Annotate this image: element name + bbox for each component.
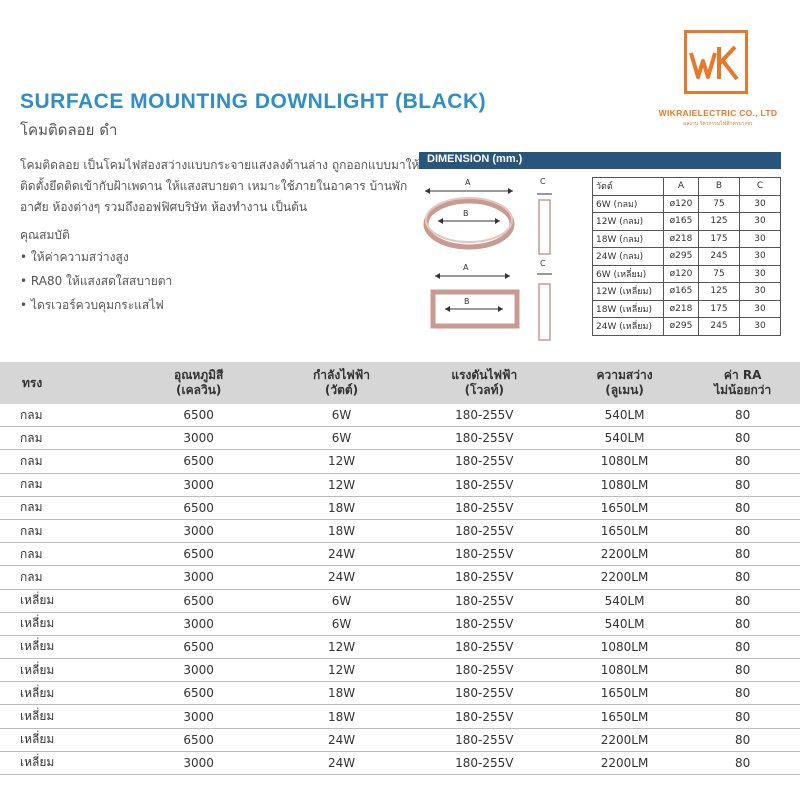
spec-cell-lumen: 540LM <box>564 404 686 427</box>
dim-cell: 24W (เหลี่ยม) <box>593 318 664 336</box>
spec-cell-ra: 80 <box>685 635 800 658</box>
spec-row <box>0 543 800 566</box>
spec-row <box>0 589 800 612</box>
dim-cell: 12W (กลม) <box>593 213 664 231</box>
spec-row <box>0 427 800 450</box>
spec-cell-voltage: 180-255V <box>405 496 564 519</box>
spec-cell-color-temp: 6500 <box>119 589 278 612</box>
round-fixture-diagram <box>425 177 552 254</box>
spec-cell-color-temp: 3000 <box>119 427 278 450</box>
dim-cell: 245 <box>699 248 740 266</box>
spec-header-color-temp: อุณหภูมิสี (เคลวิน) <box>173 368 224 397</box>
dim-cell: ø218 <box>664 230 699 248</box>
dim-row <box>593 230 781 248</box>
spec-cell-ra: 80 <box>685 427 800 450</box>
spec-header-shape: ทรง <box>22 375 43 390</box>
spec-cell-voltage: 180-255V <box>405 427 564 450</box>
spec-cell-color-temp: 6500 <box>119 450 278 473</box>
spec-cell-shape: กลม <box>0 519 119 542</box>
spec-cell-voltage: 180-255V <box>405 543 564 566</box>
feature-item: • RA80 ให้แสงสดใสสบายตา <box>20 270 172 294</box>
dim-header: วัตต์ <box>593 178 664 196</box>
dim-header: A <box>664 178 699 196</box>
spec-cell-ra: 80 <box>685 751 800 774</box>
spec-cell-power: 24W <box>278 543 405 566</box>
spec-cell-power: 6W <box>278 404 405 427</box>
feature-item: • ให้ค่าความสว่างสูง <box>20 246 172 270</box>
spec-cell-ra: 80 <box>685 589 800 612</box>
spec-cell-ra: 80 <box>685 496 800 519</box>
dim-cell: 30 <box>740 283 781 301</box>
dim-cell: 6W (เหลี่ยม) <box>593 265 664 283</box>
dim-row <box>593 213 781 231</box>
spec-cell-lumen: 2200LM <box>564 728 686 751</box>
features-list <box>20 246 172 318</box>
label-c: C <box>540 177 546 186</box>
dim-cell: 175 <box>699 230 740 248</box>
spec-row <box>0 659 800 682</box>
label-a: A <box>463 263 469 272</box>
spec-cell-lumen: 1080LM <box>564 473 686 496</box>
spec-cell-shape: กลม <box>0 473 119 496</box>
dim-cell: 30 <box>740 300 781 318</box>
spec-cell-lumen: 1650LM <box>564 496 686 519</box>
dim-row <box>593 248 781 266</box>
spec-cell-ra: 80 <box>685 450 800 473</box>
dim-cell: 6W (กลม) <box>593 195 664 213</box>
spec-cell-lumen: 540LM <box>564 612 686 635</box>
spec-cell-lumen: 1080LM <box>564 659 686 682</box>
spec-cell-power: 24W <box>278 728 405 751</box>
spec-cell-voltage: 180-255V <box>405 589 564 612</box>
spec-cell-shape: กลม <box>0 496 119 519</box>
spec-cell-shape: เหลี่ยม <box>0 635 119 658</box>
spec-cell-lumen: 1080LM <box>564 635 686 658</box>
spec-cell-voltage: 180-255V <box>405 728 564 751</box>
spec-row <box>0 705 800 728</box>
spec-cell-power: 6W <box>278 589 405 612</box>
page-title: SURFACE MOUNTING DOWNLIGHT (BLACK) <box>20 90 487 113</box>
spec-cell-power: 12W <box>278 450 405 473</box>
spec-cell-color-temp: 6500 <box>119 543 278 566</box>
spec-cell-voltage: 180-255V <box>405 705 564 728</box>
spec-cell-shape: กลม <box>0 566 119 589</box>
spec-cell-power: 18W <box>278 682 405 705</box>
dim-cell: 30 <box>740 230 781 248</box>
dim-cell: ø120 <box>664 195 699 213</box>
spec-cell-shape: กลม <box>0 450 119 473</box>
spec-cell-voltage: 180-255V <box>405 473 564 496</box>
dim-cell: 18W (เหลี่ยม) <box>593 300 664 318</box>
dim-cell: 24W (กลม) <box>593 248 664 266</box>
spec-cell-color-temp: 6500 <box>119 635 278 658</box>
dim-row <box>593 318 781 336</box>
label-c: C <box>540 259 546 268</box>
spec-cell-shape: เหลี่ยม <box>0 612 119 635</box>
spec-cell-voltage: 180-255V <box>405 404 564 427</box>
spec-cell-power: 12W <box>278 473 405 496</box>
label-b: B <box>463 209 469 218</box>
dim-cell: 75 <box>699 265 740 283</box>
spec-cell-voltage: 180-255V <box>405 519 564 542</box>
dim-cell: 30 <box>740 265 781 283</box>
dim-row <box>593 265 781 283</box>
spec-cell-shape: เหลี่ยม <box>0 682 119 705</box>
spec-cell-voltage: 180-255V <box>405 612 564 635</box>
brand-tagline: ผลงาน วิศวกรรมไฟฟ้าครบวงจร <box>683 121 753 127</box>
spec-cell-ra: 80 <box>685 404 800 427</box>
spec-cell-ra: 80 <box>685 519 800 542</box>
spec-row <box>0 751 800 774</box>
spec-cell-lumen: 2200LM <box>564 566 686 589</box>
spec-cell-color-temp: 3000 <box>119 612 278 635</box>
dim-row <box>593 300 781 318</box>
spec-cell-ra: 80 <box>685 612 800 635</box>
page-subtitle: โคมติดลอย ดำ <box>20 121 118 139</box>
spec-cell-power: 24W <box>278 751 405 774</box>
label-a: A <box>465 178 471 187</box>
dim-cell: ø165 <box>664 283 699 301</box>
spec-row <box>0 635 800 658</box>
spec-cell-voltage: 180-255V <box>405 566 564 589</box>
dim-cell: ø218 <box>664 300 699 318</box>
dim-cell: 175 <box>699 300 740 318</box>
brand-logo <box>684 30 748 94</box>
spec-cell-power: 12W <box>278 635 405 658</box>
spec-cell-color-temp: 6500 <box>119 496 278 519</box>
spec-header-power: กำลังไฟฟ้า (วัตต์) <box>313 368 371 397</box>
spec-cell-lumen: 540LM <box>564 427 686 450</box>
spec-cell-power: 6W <box>278 612 405 635</box>
dim-row <box>593 283 781 301</box>
square-fixture-diagram <box>433 259 552 340</box>
spec-cell-ra: 80 <box>685 659 800 682</box>
feature-item: • ไดรเวอร์ควบคุมกระแสไฟ <box>20 294 172 318</box>
spec-cell-lumen: 1080LM <box>564 450 686 473</box>
spec-cell-shape: กลม <box>0 543 119 566</box>
dim-cell: 245 <box>699 318 740 336</box>
dim-cell: 30 <box>740 318 781 336</box>
spec-cell-voltage: 180-255V <box>405 659 564 682</box>
spec-cell-color-temp: 6500 <box>119 728 278 751</box>
spec-header-voltage: แรงดันไฟฟ้า (โวลท์) <box>451 368 518 397</box>
spec-row <box>0 728 800 751</box>
spec-cell-power: 18W <box>278 496 405 519</box>
dim-header: B <box>699 178 740 196</box>
spec-header-ra: ค่า RA ไม่น้อยกว่า <box>714 368 772 397</box>
spec-table <box>0 362 800 775</box>
spec-cell-shape: เหลี่ยม <box>0 751 119 774</box>
spec-cell-ra: 80 <box>685 682 800 705</box>
dim-cell: 125 <box>699 213 740 231</box>
dim-cell: 30 <box>740 248 781 266</box>
dimension-label: DIMENSION (mm.) <box>427 153 523 165</box>
spec-cell-voltage: 180-255V <box>405 450 564 473</box>
spec-cell-lumen: 2200LM <box>564 543 686 566</box>
spec-cell-voltage: 180-255V <box>405 751 564 774</box>
dim-row <box>593 195 781 213</box>
spec-cell-shape: เหลี่ยม <box>0 659 119 682</box>
spec-cell-color-temp: 3000 <box>119 751 278 774</box>
spec-cell-color-temp: 6500 <box>119 682 278 705</box>
spec-cell-color-temp: 3000 <box>119 473 278 496</box>
dimension-diagram <box>415 172 585 352</box>
spec-row <box>0 566 800 589</box>
spec-row <box>0 519 800 542</box>
spec-cell-lumen: 1650LM <box>564 705 686 728</box>
dim-cell: 18W (กลม) <box>593 230 664 248</box>
dim-header: C <box>740 178 781 196</box>
dim-cell: 30 <box>740 195 781 213</box>
spec-header-row <box>0 362 800 404</box>
spec-row <box>0 496 800 519</box>
spec-cell-voltage: 180-255V <box>405 635 564 658</box>
spec-cell-color-temp: 3000 <box>119 566 278 589</box>
spec-cell-lumen: 1650LM <box>564 682 686 705</box>
spec-cell-shape: กลม <box>0 427 119 450</box>
spec-cell-voltage: 180-255V <box>405 682 564 705</box>
spec-cell-color-temp: 3000 <box>119 519 278 542</box>
dim-cell: 125 <box>699 283 740 301</box>
spec-row <box>0 473 800 496</box>
spec-cell-shape: กลม <box>0 404 119 427</box>
spec-cell-power: 24W <box>278 566 405 589</box>
spec-row <box>0 450 800 473</box>
spec-header-lumen: ความสว่าง (ลูเมน) <box>596 368 653 397</box>
spec-cell-lumen: 2200LM <box>564 751 686 774</box>
dim-cell: ø165 <box>664 213 699 231</box>
label-b: B <box>464 297 470 306</box>
product-description: โคมติดลอย เป็นโคมไฟส่องสว่างแบบกระจายแสงลงด้านล่าง ถูกออกแบบมาให้ติดตั้งยึดติดเข้ากับฝ้าเพดาน ให้แสงสบายตา เหมาะใช้ภายในอาคาร บ้านพักอาศัย ห้องต่างๆ รวมถึงออฟฟิศบริษัท ห้องทำงาน เป็นต้น <box>20 158 420 214</box>
spec-cell-color-temp: 6500 <box>119 404 278 427</box>
dim-cell: ø120 <box>664 265 699 283</box>
spec-cell-power: 12W <box>278 659 405 682</box>
spec-row <box>0 682 800 705</box>
spec-cell-ra: 80 <box>685 705 800 728</box>
spec-cell-power: 6W <box>278 427 405 450</box>
dimension-table <box>592 177 781 336</box>
spec-cell-lumen: 1650LM <box>564 519 686 542</box>
spec-cell-power: 18W <box>278 519 405 542</box>
spec-cell-ra: 80 <box>685 566 800 589</box>
brand-name: WIKRAIELECTRIC CO., LTD <box>658 108 778 118</box>
spec-cell-color-temp: 3000 <box>119 705 278 728</box>
dim-cell: ø295 <box>664 318 699 336</box>
spec-cell-color-temp: 3000 <box>119 659 278 682</box>
spec-row <box>0 612 800 635</box>
spec-cell-lumen: 540LM <box>564 589 686 612</box>
wk-logo-icon <box>687 33 745 91</box>
dim-cell: 75 <box>699 195 740 213</box>
spec-cell-power: 18W <box>278 705 405 728</box>
spec-cell-ra: 80 <box>685 543 800 566</box>
dim-cell: 30 <box>740 213 781 231</box>
spec-row <box>0 404 800 427</box>
spec-cell-ra: 80 <box>685 728 800 751</box>
spec-cell-shape: เหลี่ยม <box>0 705 119 728</box>
features-title: คุณสมบัติ <box>20 228 70 242</box>
spec-cell-shape: เหลี่ยม <box>0 728 119 751</box>
spec-cell-shape: เหลี่ยม <box>0 589 119 612</box>
dim-cell: 12W (เหลี่ยม) <box>593 283 664 301</box>
dim-cell: ø295 <box>664 248 699 266</box>
spec-cell-ra: 80 <box>685 473 800 496</box>
